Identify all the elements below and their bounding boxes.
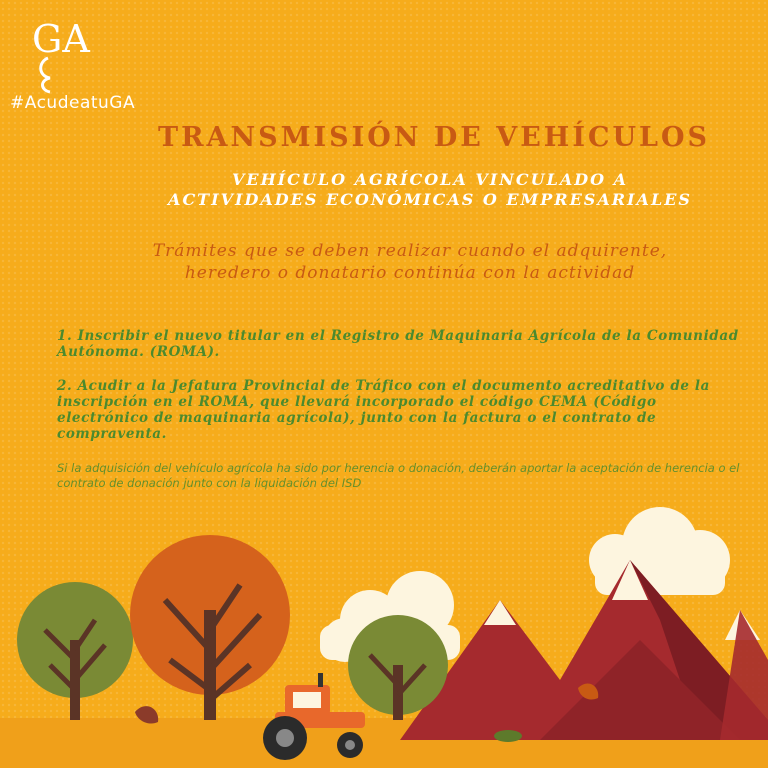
- step-1: 1. Inscribir el nuevo titular en el Registro de Maquinaria Agrícola de la Comunidad Autónoma. (ROMA).: [57, 328, 739, 360]
- subtitle-line-2: ACTIVIDADES ECONÓMICAS O EMPRESARIALES: [168, 190, 692, 209]
- tree-left: [17, 582, 133, 720]
- tree-center-orange: [130, 535, 290, 720]
- logo-text: GA: [32, 17, 90, 61]
- hashtag: #AcudeatuGA: [10, 93, 136, 113]
- footnote: Si la adquisición del vehículo agrícola ha sido por herencia o donación, deberán aportar la aceptación de herencia o el contrato de donación junto con la liquidación del ISD: [57, 461, 740, 490]
- cloud-icon: [589, 507, 730, 595]
- lead-line-2: heredero o donatario continúa con la actividad: [184, 263, 636, 283]
- subtitle-line-1: VEHÍCULO AGRÍCOLA VINCULADO A: [231, 170, 629, 189]
- page-title: TRANSMISIÓN DE VEHÍCULOS: [157, 122, 710, 153]
- step-2: 2. Acudir a la Jefatura Provincial de Tráfico con el documento acreditativo de la inscripción en el ROMA, que llevará incorporado el código CEMA (Código electrónico de maquinaria agrícola), junto con la factura o el contrato de compraventa.: [57, 378, 710, 442]
- lead-line-1: Trámites que se deben realizar cuando el adquirente,: [152, 241, 668, 261]
- leaf-icon: [494, 730, 522, 742]
